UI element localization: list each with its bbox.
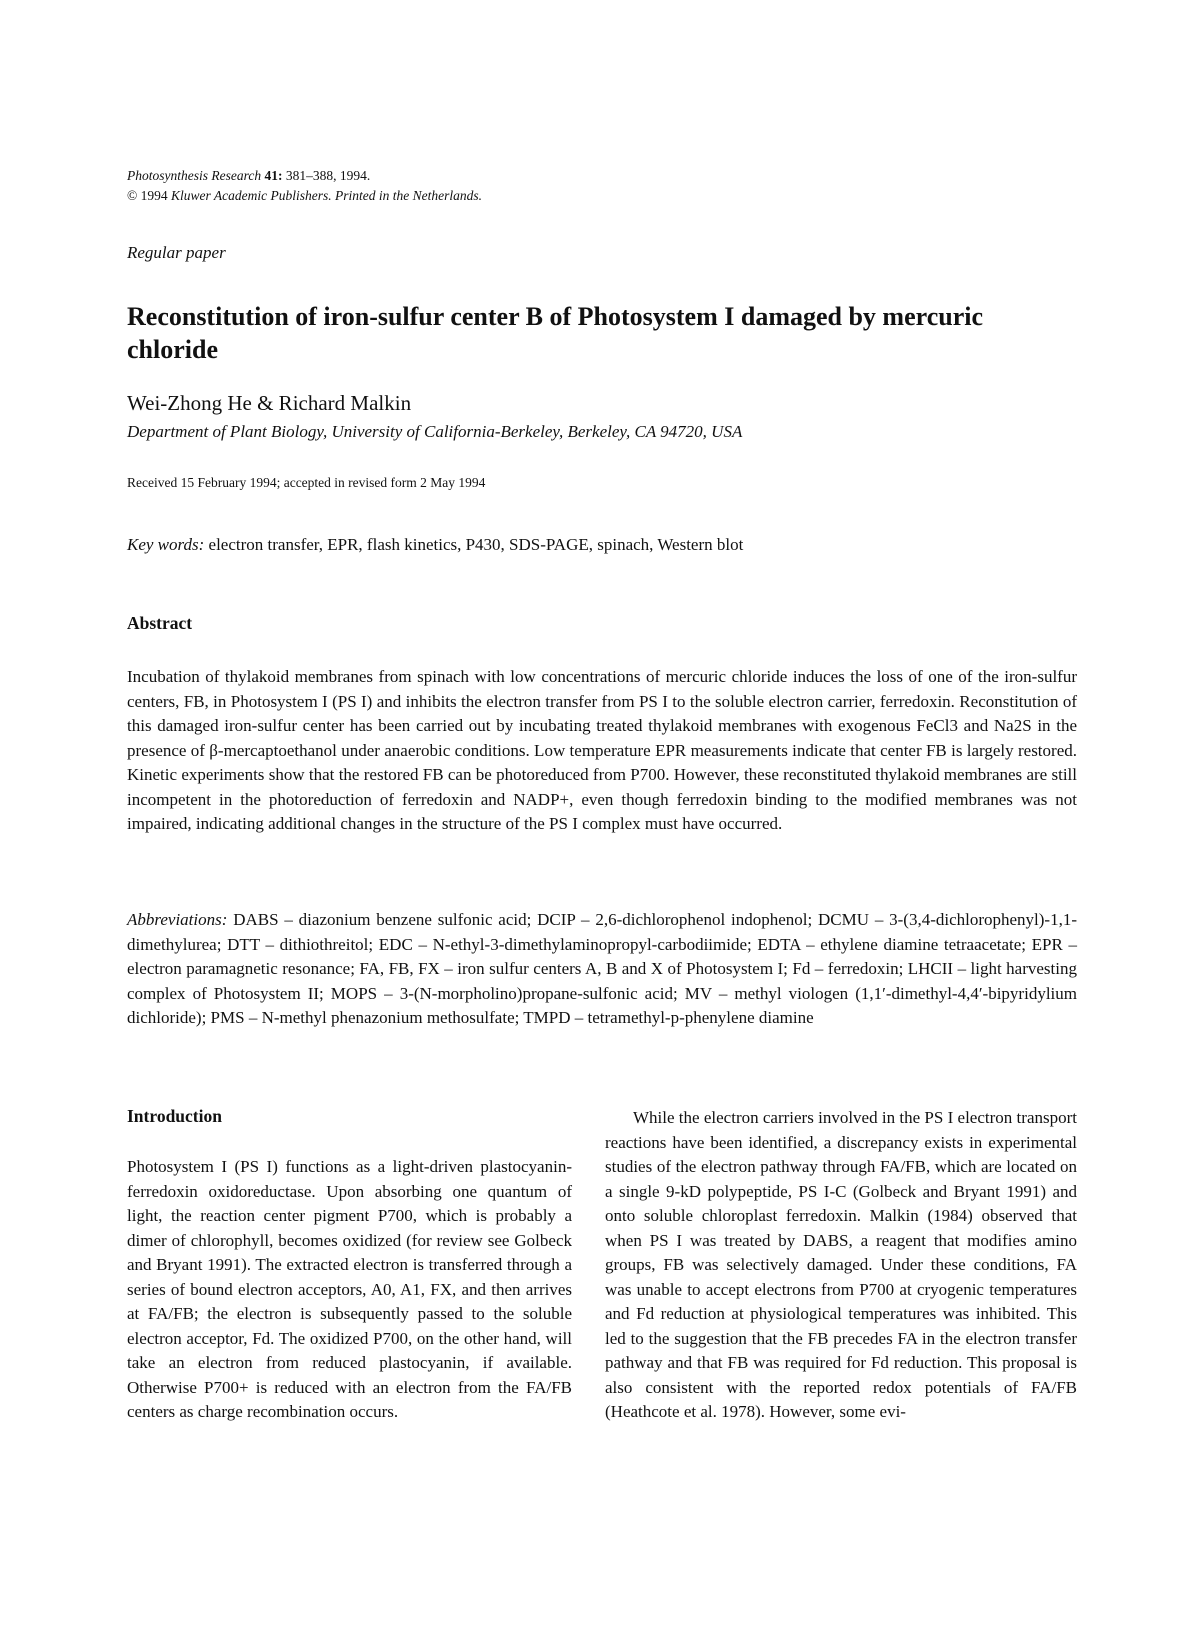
keywords-text: electron transfer, EPR, flash kinetics, P430, SDS-PAGE, spinach, Western blot — [208, 535, 744, 554]
copyright-year: 1994 — [140, 188, 168, 203]
abbreviations — [127, 908, 1077, 1031]
paper-title: Reconstitution of iron-sulfur center B of Photosystem I damaged by mercuric chloride — [127, 302, 984, 364]
abbreviations-label: Abbreviations: — [127, 910, 228, 929]
abstract-text: Incubation of thylakoid membranes from spinach with low concentrations of mercuric chloride induces the loss of one of the iron-sulfur centers, FB, in Photosystem I (PS I) and inhibits the electron transfer from PS I to the soluble electron carrier, ferredoxin. Reconstitution of this damaged iron-sulfur center has been carried out by incubating treated thylakoid membranes with exogenous FeCl3 and Na2S in the presence of β-mercaptoethanol under anaerobic conditions. Low temperature EPR measurements indicate that center FB is largely restored. Kinetic experiments show that the restored FB can be photoreduced from P700. However, these reconstituted thylakoid membranes are still incompetent in the photoreduction of ferredoxin and NADP+, even though ferredoxin binding to the modified membranes was not impaired, indicating additional changes in the structure of the PS I complex must have occurred. — [127, 667, 1077, 833]
keywords — [127, 535, 1077, 555]
affiliation: Department of Plant Biology, University of California-Berkeley, Berkeley, CA 94720, USA — [127, 422, 743, 441]
authors: Wei-Zhong He & Richard Malkin — [127, 391, 412, 415]
introduction-column-right: While the electron carriers involved in the PS I electron transport reactions have been identified, a discrepancy exists in experimental studies of the electron pathway through FA/FB, which are located on a single 9-kD polypeptide, PS I-C (Golbeck and Bryant 1991) and onto soluble chloroplast ferredoxin. Malkin (1984) observed that when PS I was treated by DABS, a reagent that modifies amino groups, FB was selectively damaged. Under these conditions, FA was unable to accept electrons from P700 at cryogenic temperatures and Fd reduction at physiological temperatures was inhibited. This led to the suggestion that the FB precedes FA in the electron transfer pathway and that FB was required for Fd reduction. This proposal is also consistent with the reported redox potentials of FA/FB (Heathcote et al. 1978). However, some evi- — [605, 1108, 1077, 1421]
abstract-heading: Abstract — [127, 613, 193, 633]
journal-citation — [127, 166, 370, 186]
copyright-text: Kluwer Academic Publishers. Printed in the Netherlands. — [171, 188, 482, 203]
journal-name: Photosynthesis Research — [127, 168, 262, 183]
paper-type: Regular paper — [127, 243, 226, 262]
copyright-symbol: © — [127, 188, 138, 203]
abbreviations-text: DABS – diazonium benzene sulfonic acid; DCIP – 2,6-dichlorophenol indophenol; DCMU – 3-(3,4-dichlorophenyl)-1,1-dimethylurea; DTT – dithiothreitol; EDC – N-ethyl-3-dimethylaminopropyl-carbodiimide; EDTA – ethylene diamine tetraacetate; EPR – electron paramagnetic resonance; FA, FB, FX – iron sulfur centers A, B and X of Photosystem I; Fd – ferredoxin; LHCII – light harvesting complex of Photosystem II; MOPS – 3-(N-morpholino)propane-sulfonic acid; MV – methyl viologen (1,1′-dimethyl-4,4′-bipyridylium dichloride); PMS – N-methyl phenazonium methosulfate; TMPD – tetramethyl-p-phenylene diamine — [127, 910, 1078, 1027]
copyright-line — [127, 186, 482, 206]
received-dates: Received 15 February 1994; accepted in revised form 2 May 1994 — [127, 475, 486, 490]
journal-volume: 41: — [264, 168, 283, 183]
keywords-label: Key words: — [127, 535, 205, 554]
journal-pages-year: 381–388, 1994. — [285, 168, 371, 183]
introduction-heading: Introduction — [127, 1106, 222, 1126]
introduction-column-left: Photosystem I (PS I) functions as a light-driven plastocyanin-ferredoxin oxidoreductase. Upon absorbing one quantum of light, the reaction center pigment P700, which is probably a dimer of chlorophyll, becomes oxidized (for review see Golbeck and Bryant 1991). The extracted electron is transferred through a series of bound electron acceptors, A0, A1, FX, and then arrives at FA/FB; the electron is subsequently passed to the soluble electron acceptor, Fd. The oxidized P700, on the other hand, will take an electron from reduced plastocyanin, if available. Otherwise P700+ is reduced with an electron from the FA/FB centers as charge recombination occurs. — [127, 1157, 572, 1421]
